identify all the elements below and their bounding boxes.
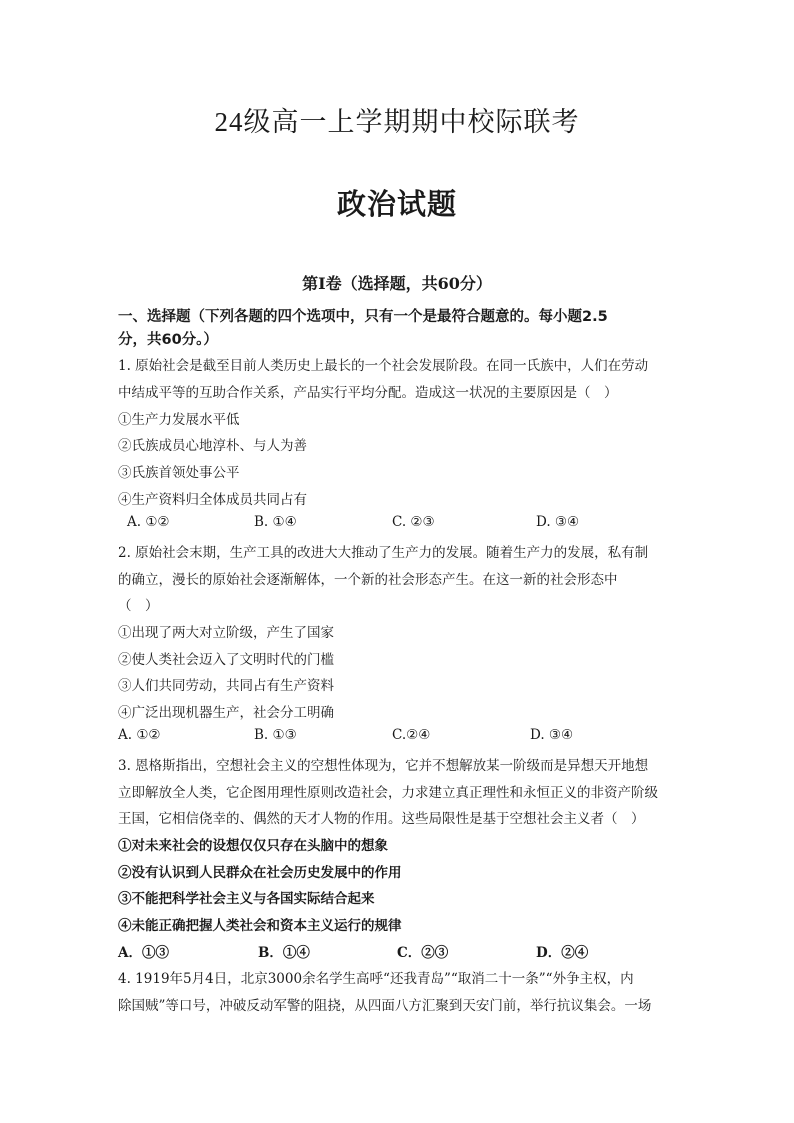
q3-choice-c: C．②③: [397, 945, 449, 961]
q1-stem-line-1: 1. 原始社会是截至目前人类历史上最长的一个社会发展阶段。在同一氏族中，人们在劳动: [118, 358, 649, 374]
q3-stem-line-3: 王国，它相信侥幸的、偶然的天才人物的作用。这些局限性是基于空想社会主义者（ ）: [118, 811, 645, 827]
part-title: 第Ⅰ卷（选择题，共60分）: [302, 274, 492, 293]
q3-stem-line-2: 立即解放全人类，它企图用理性原则改造社会，力求建立真正理性和永恒正义的非资产阶级: [118, 785, 658, 801]
q3-choice-b: B．①④: [258, 945, 310, 961]
q2-choice-a: A. ①②: [118, 727, 161, 743]
q1-choice-a: A. ①②: [127, 514, 170, 530]
q2-item-2: ②使人类社会迈入了文明时代的门槛: [118, 652, 334, 668]
q1-choice-c: C. ②③: [392, 514, 435, 530]
q3-choice-d: D．②④: [536, 945, 589, 961]
q3-stem-line-1: 3. 恩格斯指出，空想社会主义的空想性体现为，它并不想解放某一阶级而是异想天开地想: [118, 758, 649, 774]
q2-choice-d: D. ③④: [530, 727, 574, 743]
q1-stem-line-2: 中结成平等的互助合作关系，产品实行平均分配。造成这一状况的主要原因是（ ）: [118, 385, 618, 401]
q3-item-1: ①对未来社会的设想仅仅只存在头脑中的想象: [118, 838, 388, 854]
q1-choice-b: B. ①④: [254, 514, 297, 530]
section-instructions-line-1: 一、选择题（下列各题的四个选项中，只有一个是最符合题意的。每小题2.5: [118, 309, 608, 325]
q4-stem-line-1: 4. 1919年5月4日，北京3000余名学生高呼“还我青岛”“取消二十一条”“外争主权，内: [118, 971, 634, 987]
exam-title: 24级高一上学期期中校际联考: [214, 107, 580, 137]
q2-item-4: ④广泛出现机器生产，社会分工明确: [118, 705, 334, 721]
q4-stem-line-2: 除国贼”等口号，冲破反动军警的阻挠，从四面八方汇聚到天安门前，举行抗议集会。一场: [118, 998, 652, 1014]
q3-choice-a: A．①③: [118, 945, 169, 961]
q3-item-4: ④未能正确把握人类社会和资本主义运行的规律: [118, 918, 402, 934]
q2-choice-c: C.②④: [392, 727, 431, 743]
q1-item-3: ③氏族首领处事公平: [118, 465, 240, 481]
q2-item-1: ①出现了两大对立阶级，产生了国家: [118, 625, 334, 641]
q3-item-3: ③不能把科学社会主义与各国实际结合起来: [118, 891, 375, 907]
q2-stem-line-3: （ ）: [118, 598, 159, 614]
q1-item-4: ④生产资料归全体成员共同占有: [118, 492, 307, 508]
q2-stem-line-1: 2. 原始社会末期，生产工具的改进大大推动了生产力的发展。随着生产力的发展，私有制: [118, 545, 649, 561]
q2-choice-b: B. ①③: [254, 727, 297, 743]
q1-item-2: ②氏族成员心地淳朴、与人为善: [118, 438, 307, 454]
section-instructions-line-2: 分，共60分。）: [118, 332, 218, 348]
q2-item-3: ③人们共同劳动，共同占有生产资料: [118, 678, 334, 694]
q1-item-1: ①生产力发展水平低: [118, 412, 240, 428]
q2-stem-line-2: 的确立，漫长的原始社会逐渐解体，一个新的社会形态产生。在这一新的社会形态中: [118, 572, 618, 588]
q3-item-2: ②没有认识到人民群众在社会历史发展中的作用: [118, 865, 402, 881]
q1-choice-d: D. ③④: [536, 514, 580, 530]
subject-title: 政治试题: [336, 187, 457, 221]
